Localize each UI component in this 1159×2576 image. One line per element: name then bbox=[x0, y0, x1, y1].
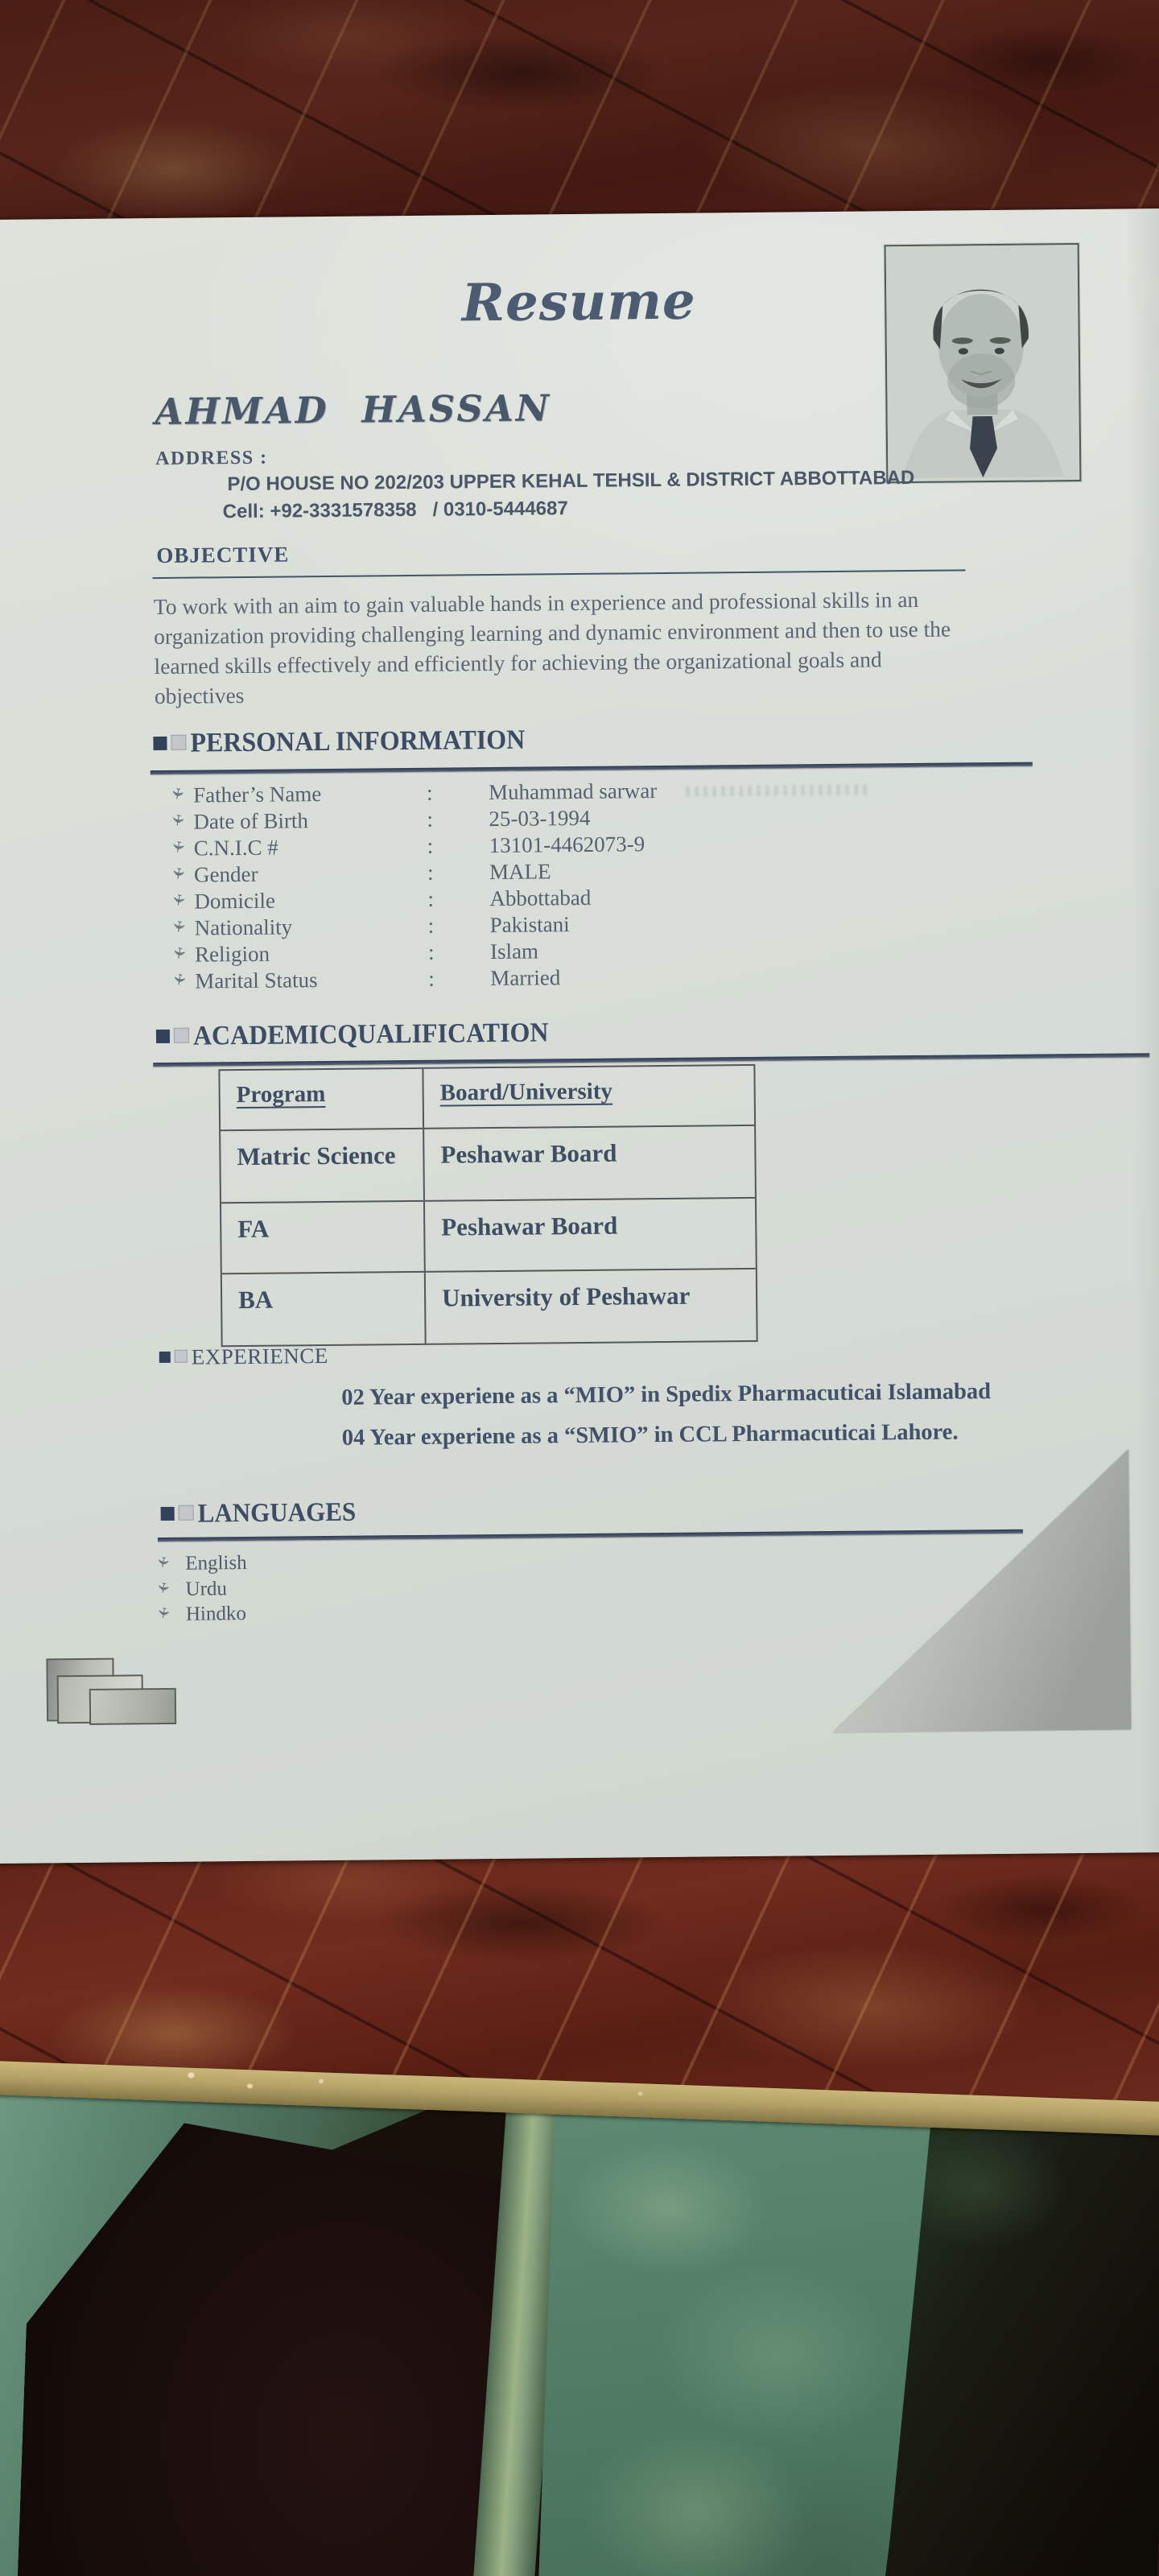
languages-list: ✈ English ✈ Urdu ✈ Hindko bbox=[153, 1551, 247, 1625]
table-header-board: Board/University bbox=[439, 1078, 613, 1106]
heading-light-square-icon bbox=[171, 735, 186, 750]
table-row: Matric Science Peshawar Board bbox=[221, 1126, 755, 1203]
heading-dark-square-icon bbox=[159, 1352, 171, 1363]
personal-information-underline bbox=[151, 762, 1033, 775]
plane-bullet-icon: ✈ bbox=[167, 839, 188, 855]
heading-dark-square-icon bbox=[153, 737, 167, 750]
plane-bullet-icon: ✈ bbox=[153, 1554, 172, 1570]
personal-information-heading: PERSONAL INFORMATION bbox=[153, 724, 547, 759]
scan-artifact bbox=[686, 785, 871, 797]
table-row: FA Peshawar Board bbox=[221, 1199, 756, 1274]
triangle-decoration bbox=[831, 1449, 1131, 1732]
academic-qualification-heading: ACADEMICQUALIFICATION bbox=[156, 1018, 571, 1052]
table-header-program: Program bbox=[220, 1069, 424, 1129]
experience-item: 04 Year experiene as a “SMIO” in CCL Pharmacuticai Lahore. bbox=[341, 1419, 959, 1451]
cell-numbers-line: Cell: +92-3331578358 / 0310-5444687 bbox=[222, 497, 568, 523]
plane-bullet-icon: ✈ bbox=[153, 1580, 172, 1596]
heading-dark-square-icon bbox=[156, 1030, 170, 1043]
address-label: ADDRESS : bbox=[155, 447, 268, 470]
plane-bullet-icon: ✈ bbox=[168, 892, 188, 908]
floor-background bbox=[0, 2088, 1159, 2576]
stacked-squares-decoration bbox=[89, 1688, 176, 1725]
triangle-shape bbox=[831, 1449, 1131, 1732]
plane-bullet-icon: ✈ bbox=[169, 972, 189, 988]
plane-bullet-icon: ✈ bbox=[167, 812, 188, 828]
plane-bullet-icon: ✈ bbox=[167, 786, 188, 802]
languages-heading: LANGUAGES bbox=[161, 1498, 366, 1530]
table-row: BA University of Peshawar bbox=[222, 1269, 757, 1345]
heading-light-square-icon bbox=[175, 1350, 188, 1363]
portrait-illustration bbox=[886, 245, 1077, 478]
plane-bullet-icon: ✈ bbox=[168, 919, 188, 935]
candidate-name: AHMAD HASSAN bbox=[155, 386, 552, 434]
objective-underline bbox=[153, 569, 966, 579]
plane-bullet-icon: ✈ bbox=[167, 865, 188, 881]
red-marble-surface-top bbox=[0, 0, 1159, 242]
heading-light-square-icon bbox=[174, 1028, 189, 1043]
green-marble-center-panel bbox=[537, 2107, 942, 2576]
experience-item: 02 Year experiene as a “MIO” in Spedix Pharmacuticai Islamabad bbox=[341, 1379, 992, 1410]
table-header-row bbox=[220, 1066, 754, 1131]
resume-title: Resume bbox=[461, 270, 697, 334]
objective-heading: OBJECTIVE bbox=[156, 542, 290, 568]
heading-light-square-icon bbox=[179, 1505, 194, 1521]
personal-information-list bbox=[167, 774, 1058, 1009]
portrait-photo bbox=[885, 243, 1082, 483]
heading-dark-square-icon bbox=[161, 1507, 175, 1521]
qualification-table bbox=[218, 1064, 757, 1347]
experience-heading: EXPERIENCE bbox=[159, 1344, 328, 1370]
resume-paper bbox=[0, 208, 1159, 1864]
plane-bullet-icon: ✈ bbox=[168, 945, 189, 961]
objective-text: To work with an aim to gain valuable hands in experience and professional skills in an organization providing challenging learning and dynamic environment and then to use the learned skills effectively and efficiently for achieving the organizational goals and objectives bbox=[153, 586, 951, 709]
address-line: P/O HOUSE NO 202/203 UPPER KEHAL TEHSIL & DISTRICT ABBOTTABAD bbox=[227, 466, 915, 496]
plane-bullet-icon: ✈ bbox=[153, 1605, 172, 1620]
